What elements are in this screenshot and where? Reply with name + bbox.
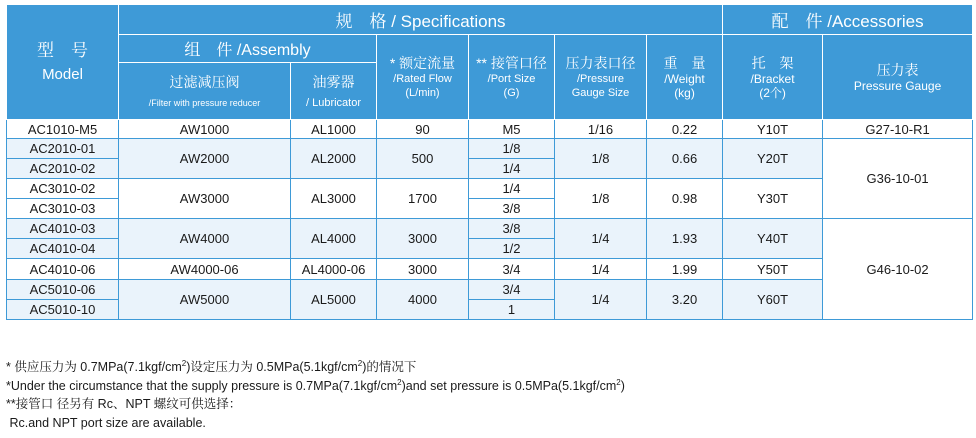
model-header-en: Model [42, 66, 83, 83]
table-row [7, 219, 973, 239]
bracket-cell: Y40T [723, 219, 823, 259]
port-cell: 3/4 [469, 280, 555, 300]
filter-cell: AW3000 [119, 179, 291, 219]
model-cell: AC1010-M5 [7, 120, 119, 139]
gauge-size-cell: 1/8 [555, 179, 647, 219]
bracket-header-en1: /Bracket [750, 72, 795, 86]
model-cell: AC3010-02 [7, 179, 119, 199]
flow-cell: 1700 [377, 179, 469, 219]
footnotes [6, 358, 625, 432]
lubricator-cell: AL4000 [291, 219, 377, 259]
footnote-pressure-cn: * 供应压力为 $0.7MPa(7.1kgf/cm^2)$设定压力为 $0.5MPa(5.1kgf/cm^2)$的情况下 [6, 358, 417, 374]
model-cell: AC4010-06 [7, 259, 119, 280]
pressure-gauge-cell: G27-10-R1 [823, 120, 973, 139]
pressure-gauge-cell: G46-10-02 [823, 219, 973, 320]
port-header [469, 35, 555, 120]
model-header [7, 5, 119, 120]
weight-cell: 3.20 [647, 280, 723, 320]
port-cell: 3/4 [469, 259, 555, 280]
weight-cell: 0.98 [647, 179, 723, 219]
gauge-header-en1: /Pressure [576, 73, 625, 85]
footnote-pressure-en: *Under the circumstance that the supply pressure is $0.7MPa(7.1kgf/cm^2)and$ set pressure is $0.5MPa(5.1kgf/cm^2)$ [6, 377, 625, 393]
model-cell: AC2010-02 [7, 159, 119, 179]
bracket-header [723, 35, 823, 120]
gauge-header-cn: 压力表口径 [565, 55, 636, 71]
model-cell: AC2010-01 [7, 139, 119, 159]
bracket-cell: Y20T [723, 139, 823, 179]
port-header-en2: (G) [503, 87, 520, 99]
weight-header-en1: /Weight [664, 72, 705, 86]
model-cell: AC4010-04 [7, 239, 119, 259]
port-cell: 1 [469, 300, 555, 320]
header-row-2 [7, 35, 973, 63]
model-cell: AC5010-10 [7, 300, 119, 320]
gauge-size-cell: 1/4 [555, 259, 647, 280]
pg-header-cn: 压力表 [876, 62, 919, 78]
flow-header [377, 35, 469, 120]
gauge-size-cell: 1/16 [555, 120, 647, 139]
filter-header-en: /Filter with pressure reducer [148, 98, 261, 108]
bracket-cell: Y30T [723, 179, 823, 219]
footnote-port-cn: **接管口 径另有 Rc、NPT 螺纹可供选择： [6, 397, 242, 411]
filter-header-cn: 过滤减压阀 [169, 74, 240, 90]
lub-header-en: / Lubricator [305, 97, 362, 109]
weight-cell: 1.99 [647, 259, 723, 280]
port-cell: 1/4 [469, 159, 555, 179]
weight-header [647, 35, 723, 120]
bracket-header-cn: 托 架 [751, 55, 794, 71]
model-cell: AC5010-06 [7, 280, 119, 300]
filter-cell: AW4000 [119, 219, 291, 259]
pg-header [823, 35, 973, 120]
lubricator-cell: AL3000 [291, 179, 377, 219]
flow-cell: 3000 [377, 219, 469, 259]
gauge-header [555, 35, 647, 120]
bracket-cell: Y10T [723, 120, 823, 139]
filter-cell: AW2000 [119, 139, 291, 179]
pressure-gauge-cell: G36-10-01 [823, 139, 973, 219]
header-row-1 [7, 5, 973, 35]
lubricator-cell: AL4000-06 [291, 259, 377, 280]
lubricator-cell: AL5000 [291, 280, 377, 320]
flow-cell: 3000 [377, 259, 469, 280]
port-cell: 1/4 [469, 179, 555, 199]
weight-header-cn: 重 量 [663, 55, 706, 71]
spec-title: 规 格 / Specifications [119, 5, 723, 35]
gauge-size-cell: 1/4 [555, 280, 647, 320]
assembly-header: 组 件 /Assembly [119, 35, 377, 63]
flow-header-cn: * 额定流量 [389, 55, 456, 71]
port-cell: 3/8 [469, 199, 555, 219]
port-header-cn: ** 接管口径 [476, 55, 547, 71]
model-header-cn: 型 号 [37, 41, 88, 60]
port-cell: 1/8 [469, 139, 555, 159]
pg-header-en: Pressure Gauge [853, 79, 942, 93]
flow-header-en1: /Rated Flow [393, 73, 452, 85]
weight-cell: 0.22 [647, 120, 723, 139]
flow-cell: 500 [377, 139, 469, 179]
table-row [7, 120, 973, 139]
port-header-en1: /Port Size [487, 73, 536, 85]
bracket-cell: Y50T [723, 259, 823, 280]
weight-header-en2: (kg) [674, 86, 695, 100]
weight-cell: 0.66 [647, 139, 723, 179]
model-cell: AC4010-03 [7, 219, 119, 239]
weight-cell: 1.93 [647, 219, 723, 259]
port-cell: M5 [469, 120, 555, 139]
lub-header [291, 63, 377, 120]
footnote-port-en: Rc.and NPT port size are available. [6, 415, 206, 430]
port-cell: 3/8 [469, 219, 555, 239]
gauge-size-cell: 1/4 [555, 219, 647, 259]
acc-title: 配 件 /Accessories [723, 5, 973, 35]
gauge-header-en2: Gauge Size [571, 87, 630, 99]
filter-cell: AW4000-06 [119, 259, 291, 280]
port-cell: 1/2 [469, 239, 555, 259]
flow-cell: 90 [377, 120, 469, 139]
filter-cell: AW5000 [119, 280, 291, 320]
flow-header-en2: (L/min) [405, 87, 440, 99]
flow-cell: 4000 [377, 280, 469, 320]
lubricator-cell: AL2000 [291, 139, 377, 179]
table-row [7, 139, 973, 159]
bracket-header-en2: (2个) [759, 86, 786, 100]
gauge-size-cell: 1/8 [555, 139, 647, 179]
lubricator-cell: AL1000 [291, 120, 377, 139]
filter-header [119, 63, 291, 120]
model-cell: AC3010-03 [7, 199, 119, 219]
bracket-cell: Y60T [723, 280, 823, 320]
filter-cell: AW1000 [119, 120, 291, 139]
spec-table [6, 4, 973, 320]
lub-header-cn: 油雾器 [312, 74, 355, 90]
